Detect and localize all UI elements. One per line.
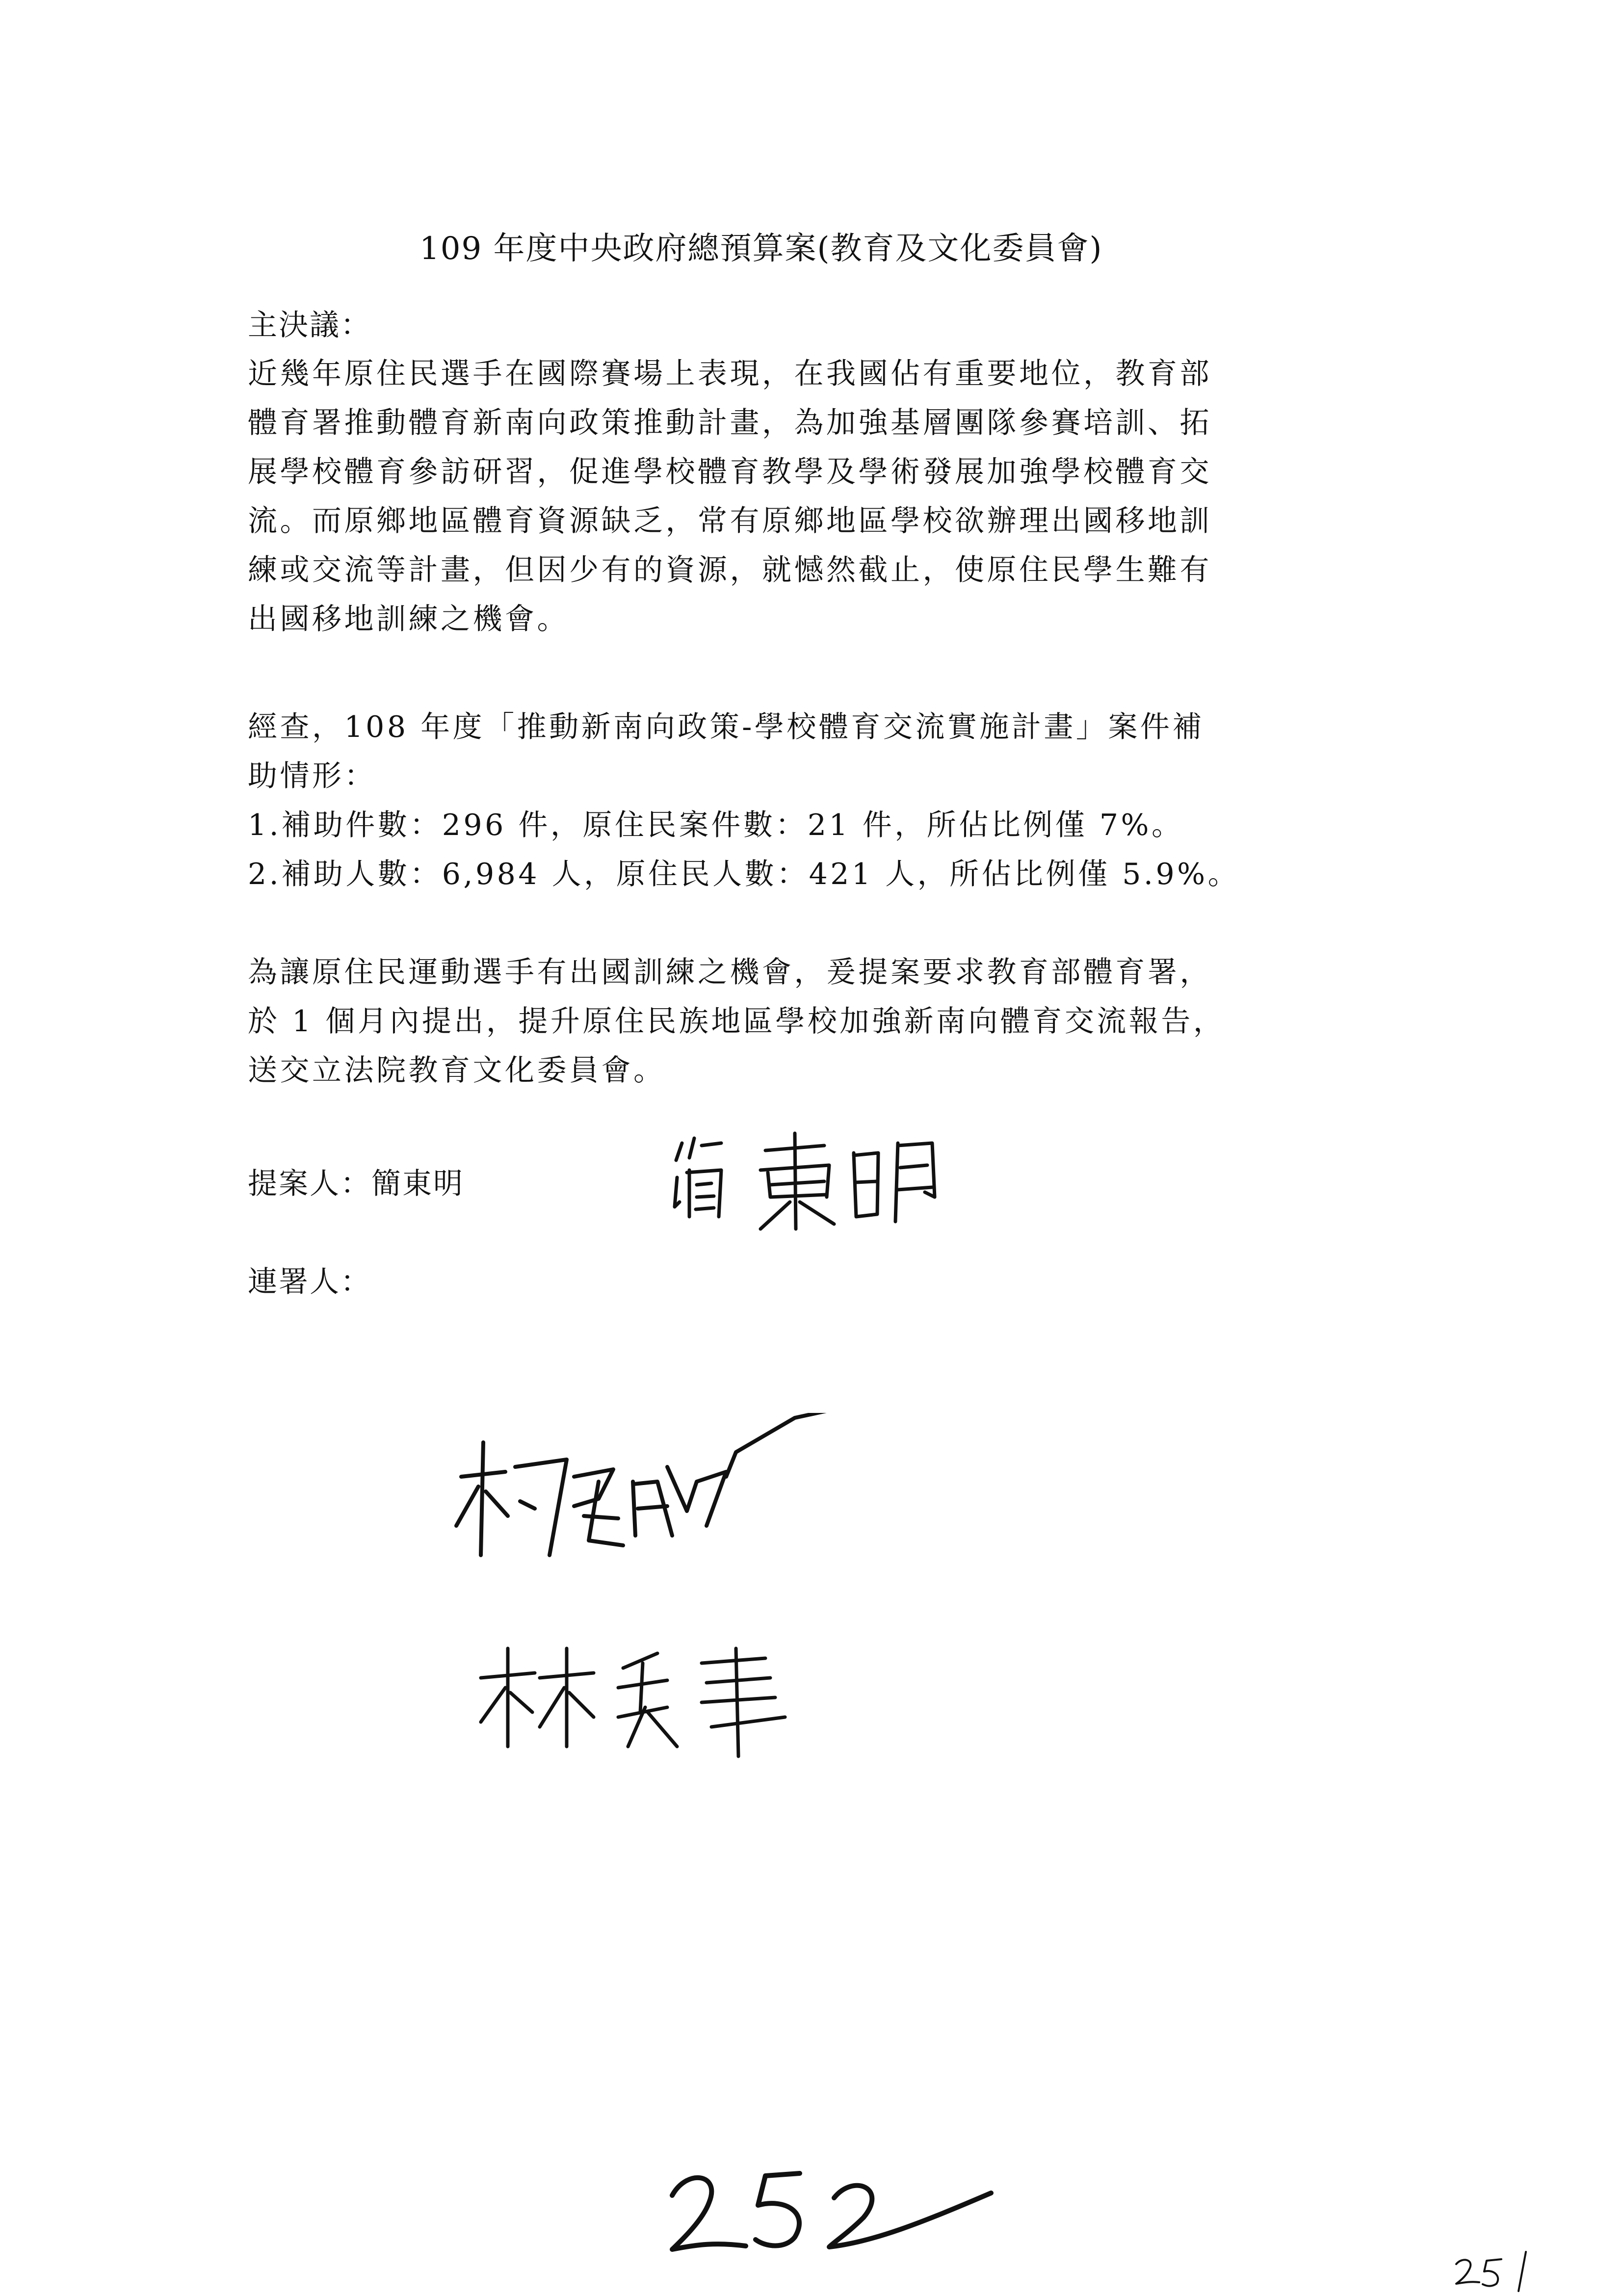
paragraph-line: 經查，108 年度「推動新南向政策-學校體育交流實施計畫」案件補 — [248, 710, 1205, 744]
paragraph-line: 近幾年原住民選手在國際賽場上表現，在我國佔有重要地位，教育部 — [248, 357, 1212, 391]
list-item: 1.補助件數：296 件，原住民案件數：21 件，所佔比例僅 7%。 — [248, 808, 1184, 842]
cosigner-signature-2 — [471, 1634, 805, 1761]
paragraph-line: 流。而原鄉地區體育資源缺乏，常有原鄉地區學校欲辦理出國移地訓 — [248, 504, 1212, 538]
main-resolution-label: 主決議： — [248, 308, 371, 342]
paragraph-line: 出國移地訓練之機會。 — [248, 602, 569, 636]
paragraph-line: 練或交流等計畫，但因少有的資源，就憾然截止，使原住民學生難有 — [248, 553, 1212, 587]
page-number-handwritten — [667, 2159, 1011, 2257]
proposer-signature — [667, 1123, 942, 1236]
paragraph-1 — [248, 349, 1391, 644]
document-title: 109 年度中央政府總預算案(教育及文化委員會) — [419, 231, 1103, 267]
proposer-label: 提案人：簡東明 — [248, 1167, 464, 1201]
paragraph-line: 為讓原住民運動選手有出國訓練之機會，爰提案要求教育部體育署， — [248, 955, 1212, 990]
paragraph-3 — [248, 948, 1391, 1095]
paragraph-line: 體育署推動體育新南向政策推動計畫，為加強基層團隊參賽培訓、拓 — [248, 406, 1212, 440]
list-item: 2.補助人數：6,984 人，原住民人數：421 人，所佔比例僅 5.9%。 — [248, 857, 1240, 891]
cosigner-label: 連署人： — [248, 1265, 371, 1299]
page-number-corner — [1452, 2247, 1550, 2296]
paragraph-line: 於 1 個月內提出，提升原住民族地區學校加強新南向體育交流報告， — [248, 1004, 1226, 1039]
paragraph-line: 送交立法院教育文化委員會。 — [248, 1053, 666, 1088]
paragraph-2 — [248, 703, 1391, 899]
paragraph-line: 展學校體育參訪研習，促進學校體育教學及學術發展加強學校體育交 — [248, 455, 1212, 489]
cosigner-signature-1 — [451, 1413, 922, 1565]
paragraph-line: 助情形： — [248, 759, 376, 793]
